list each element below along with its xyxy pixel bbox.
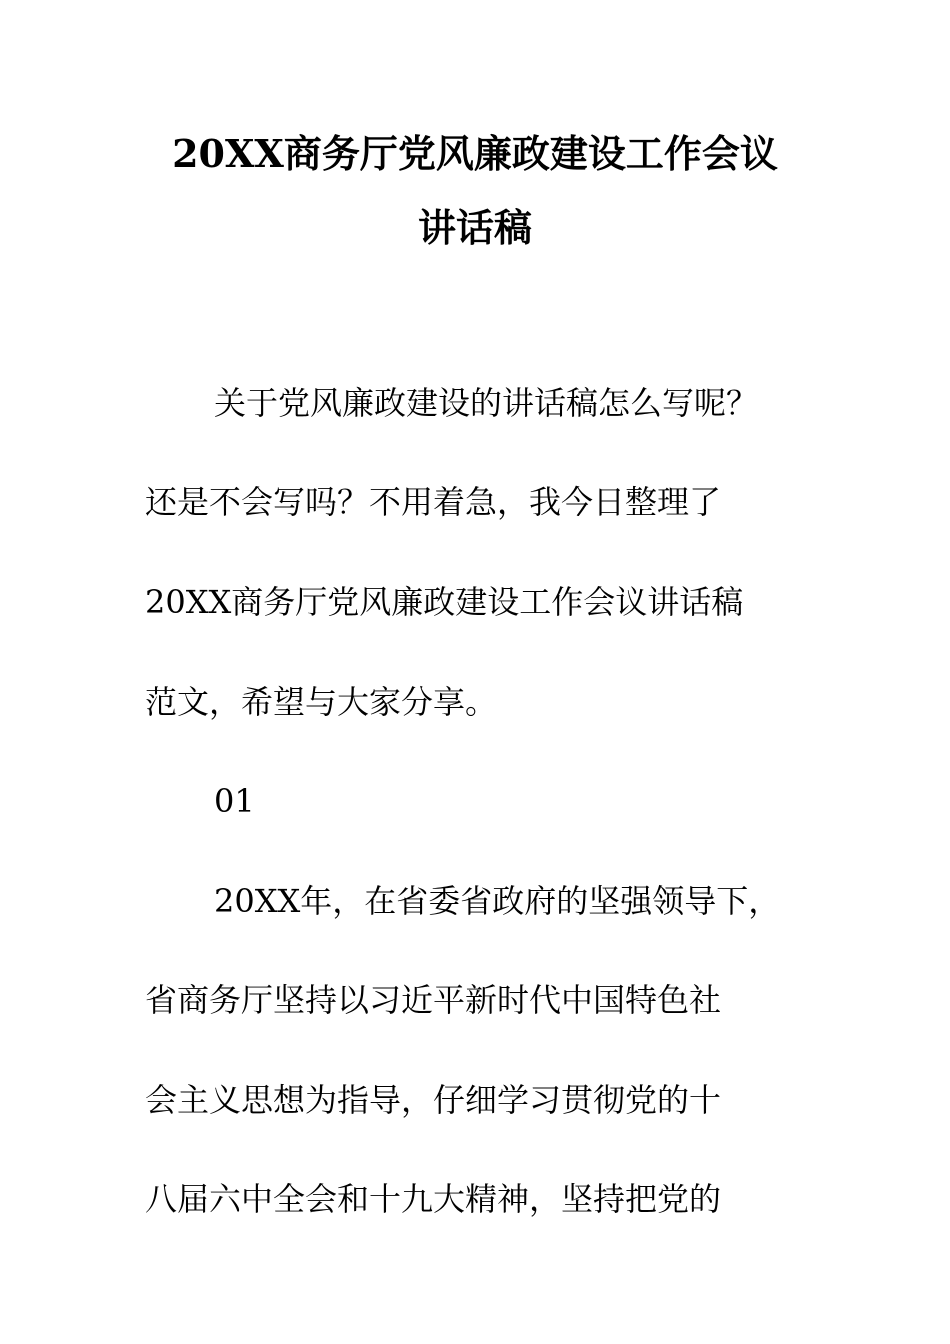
paragraph-line: 范文，希望与大家分享。 bbox=[145, 683, 498, 721]
paragraph-line: 关于党风廉政建设的讲话稿怎么写呢？ bbox=[214, 384, 759, 422]
paragraph-line: 20XX年，在省委省政府的坚强领导下， bbox=[214, 882, 781, 920]
paragraph-line: 会主义思想为指导，仔细学习贯彻党的十 bbox=[145, 1081, 722, 1119]
document-title-line-2: 讲话稿 bbox=[417, 205, 532, 250]
paragraph-line: 还是不会写吗？不用着急，我今日整理了 bbox=[145, 483, 722, 521]
paragraph-line: 省商务厅坚持以习近平新时代中国特色社 bbox=[145, 981, 722, 1019]
paragraph-line: 20XX商务厅党风廉政建设工作会议讲话稿 bbox=[145, 583, 744, 621]
paragraph-line: 八届六中全会和十九大精神，坚持把党的 bbox=[145, 1180, 722, 1218]
section-number: 01 bbox=[214, 782, 255, 820]
document-title-line-1: 20XX商务厅党风廉政建设工作会议 bbox=[172, 131, 778, 176]
